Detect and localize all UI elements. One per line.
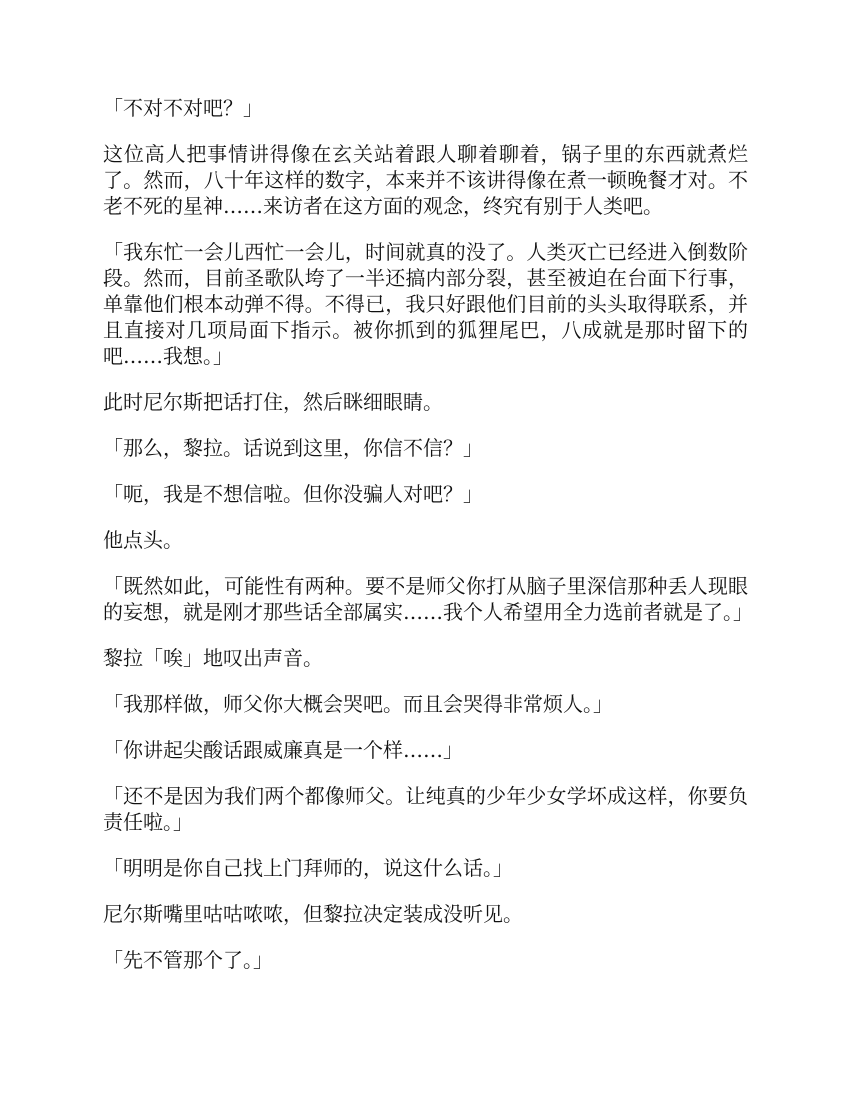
dialogue-paragraph: 「呃，我是不想信啦。但你没骗人对吧？」 bbox=[103, 482, 483, 506]
dialogue-paragraph: 「先不管那个了。」 bbox=[103, 948, 273, 972]
narration-paragraph: 此时尼尔斯把话打住，然后眯细眼睛。 bbox=[103, 390, 443, 414]
dialogue-paragraph: 「既然如此，可能性有两种。要不是师父你打从脑子里深信那种丢人现眼的妄想，就是刚才那些话全部属实……我个人希望用全力选前者就是了。」 bbox=[103, 574, 753, 624]
narration-paragraph: 黎拉「唉」地叹出声音。 bbox=[103, 646, 323, 670]
dialogue-paragraph: 「那么，黎拉。话说到这里，你信不信？」 bbox=[103, 436, 483, 460]
narration-paragraph: 他点头。 bbox=[103, 528, 183, 552]
dialogue-paragraph: 「明明是你自己找上门拜师的，说这什么话。」 bbox=[103, 856, 513, 880]
dialogue-paragraph: 「还不是因为我们两个都像师父。让纯真的少年少女学坏成这样，你要负责任啦。」 bbox=[103, 784, 748, 834]
dialogue-paragraph: 「我东忙一会儿西忙一会儿，时间就真的没了。人类灭亡已经进入倒数阶段。然而，目前圣歌队垮了一半还搞内部分裂，甚至被迫在台面下行事，单靠他们根本动弹不得。不得已，我只好跟他们目前的头头取得联系，并且直接对几项局面下指示。被你抓到的狐狸尾巴，八成就是那时留下的吧……我想。」 bbox=[103, 240, 748, 368]
dialogue-paragraph: 「不对不对吧？」 bbox=[103, 96, 263, 120]
dialogue-paragraph: 「我那样做，师父你大概会哭吧。而且会哭得非常烦人。」 bbox=[103, 692, 613, 716]
dialogue-paragraph: 「你讲起尖酸话跟威廉真是一个样……」 bbox=[103, 738, 463, 762]
narration-paragraph: 这位高人把事情讲得像在玄关站着跟人聊着聊着，锅子里的东西就煮烂了。然而，八十年这样的数字，本来并不该讲得像在煮一顿晚餐才对。不老不死的星神……来访者在这方面的观念，终究有别于人类吧。 bbox=[103, 142, 748, 218]
narration-paragraph: 尼尔斯嘴里咕咕哝哝，但黎拉决定装成没听见。 bbox=[103, 902, 523, 926]
document-body bbox=[103, 95, 753, 993]
